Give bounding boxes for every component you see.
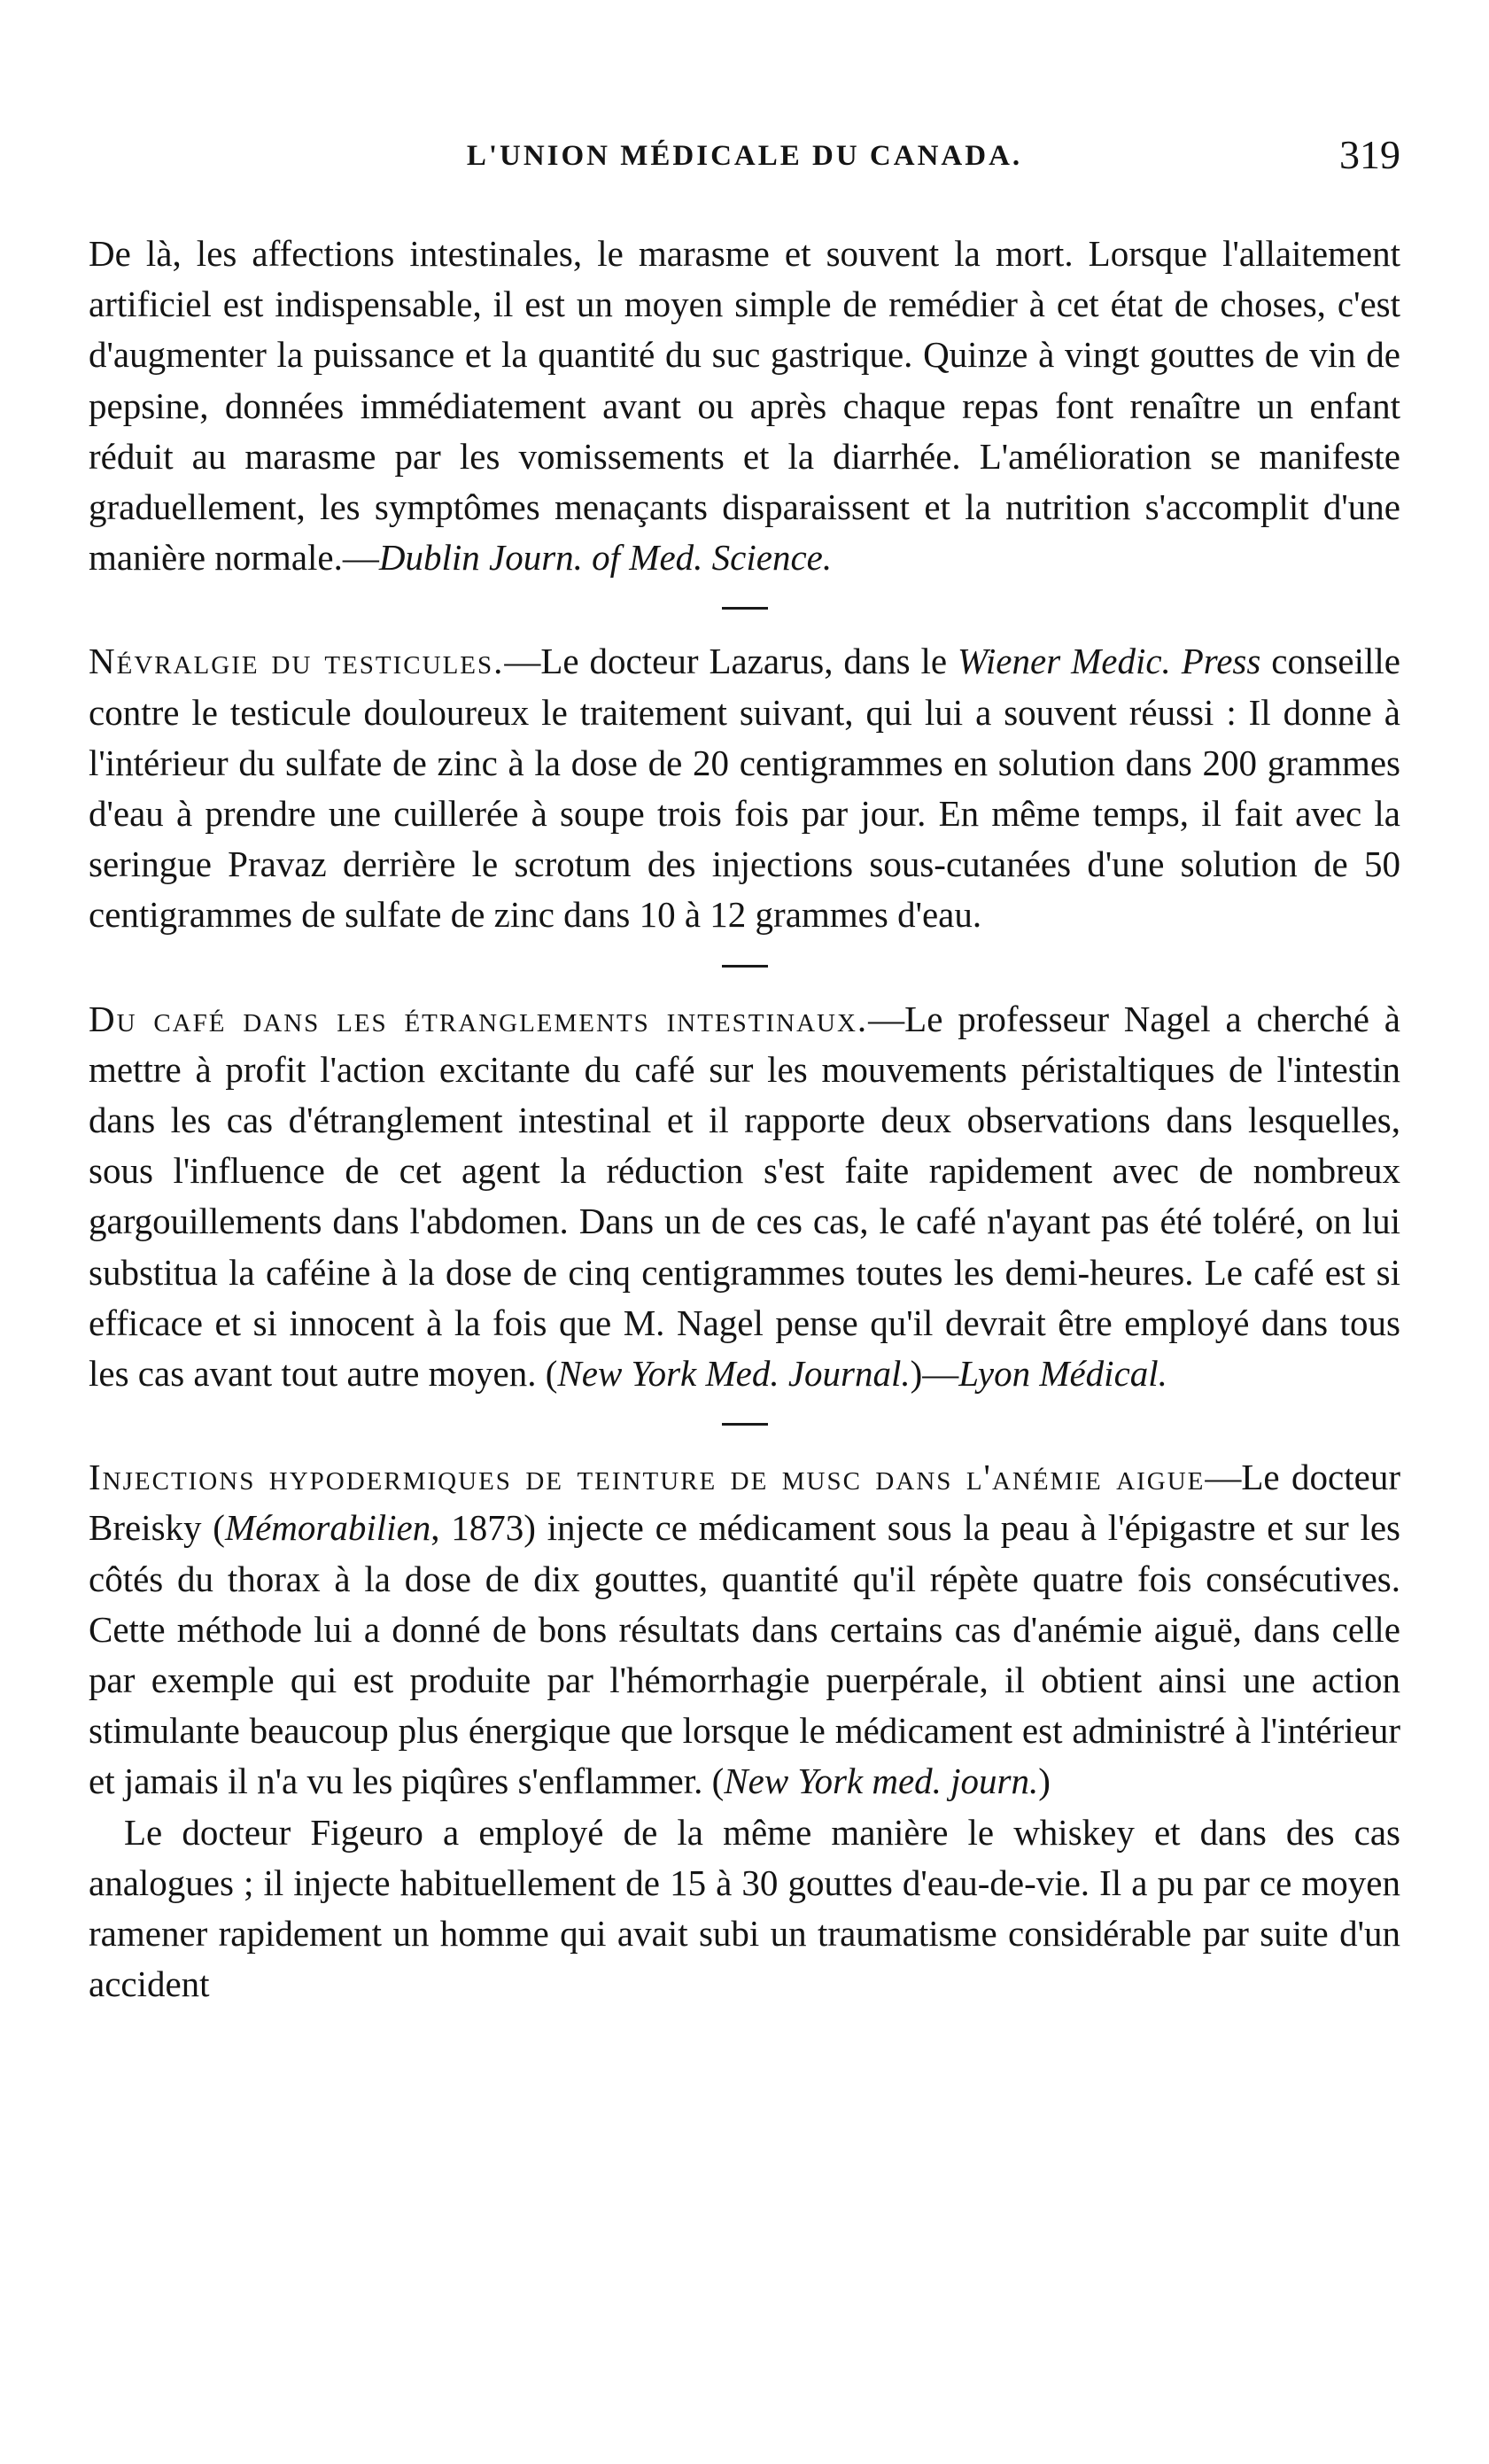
paragraph-text: conseille contre le testicule douloureux le traitement suivant, qui lui a souvent réussi : Il donne à l'intérieur du sulfate de zinc à la dose de 20 centigrammes en solution dans 200 grammes d'eau à prendre une cuillerée à soupe trois fois par jour. En même temps, il fait avec la seringue Pravaz derrière le scrotum des injections sous-cutanées d'une solution de 50 centigrammes de sulfate de zinc dans 10 à 12 grammes d'eau. — [89, 641, 1400, 936]
paragraph-marasme — [89, 229, 1400, 583]
paragraph-musc — [89, 1452, 1400, 1807]
paragraph-text: ) — [1038, 1761, 1051, 1802]
section-divider — [722, 1423, 768, 1426]
section-heading: Injections hypodermiques de teinture de musc dans l'anémie aigue — [89, 1457, 1206, 1498]
section-heading: Du café dans les étranglements intestinaux. — [89, 998, 869, 1039]
paragraph-text: , 1873) injecte ce médicament sous la peau à l'épigastre et sur les côtés du thorax à la dose de dix gouttes, quantité qu'il répète quatre fois consécutives. Cette méthode lui a donné de bons résultats dans certains cas d'anémie aiguë, dans celle par exemple qui est produite par l'hémorrhagie puerpérale, il obtient ainsi une action stimulante beaucoup plus énergique que lorsque le médicament est administré à l'intérieur et jamais il n'a vu les piqûres s'enflammer. ( — [89, 1507, 1400, 1802]
paragraph-cafe — [89, 994, 1400, 1400]
paragraph-text: )— — [910, 1353, 959, 1395]
paragraph-nevralgie — [89, 636, 1400, 940]
running-title: L'UNION MÉDICALE DU CANADA. — [466, 140, 1023, 172]
section-divider — [722, 965, 768, 968]
paragraph-text: —Le professeur Nagel a cherché à mettre à profit l'action excitante du café sur les mouvements péristaltiques de l'intestin dans les cas d'étranglement intestinal et il rapporte deux observations dans lesquelles, sous l'influence de cet agent la réduction s'est faite rapidement avec de nombreux gargouillements dans l'abdomen. Dans un de ces cas, le café n'ayant pas été toléré, on lui substitua la caféine à la dose de cinq centigrammes toutes les demi-heures. Le café est si efficace et si innocent à la fois que M. Nagel pense qu'il devrait être employé dans tous les cas avant tout autre moyen. ( — [89, 998, 1400, 1395]
paragraph-text: De là, les affections intestinales, le marasme et souvent la mort. Lorsque l'allaitement artificiel est indispensable, il est un moyen simple de remédier à cet état de choses, c'est d'augmenter la puissance et la quantité du suc gastrique. Quinze à vingt gouttes de vin de pepsine, données immédiatement avant ou après chaque repas font renaître un enfant réduit au marasme par les vomissements et la diarrhée. L'amélioration se manifeste graduellement, les symptômes menaçants disparaissent et la nutrition s'accomplit d'une manière normale.— — [89, 233, 1400, 579]
section-divider — [722, 607, 768, 610]
citation: Lyon Médical. — [958, 1353, 1167, 1395]
page-number: 319 — [1339, 132, 1400, 177]
citation: New York Med. Journal. — [557, 1353, 911, 1395]
page-header — [89, 131, 1400, 193]
paragraph-figeuro: Le docteur Figeuro a employé de la même manière le whiskey et dans des cas analogues ; il injecte habituellement de 15 à 30 gouttes d'eau-de-vie. Il a pu par ce moyen ramener rapidement un homme qui avait subi un traumatisme considérable par suite d'un accident — [89, 1811, 1400, 2005]
paragraph-text: —Le docteur Breisky ( — [89, 1457, 1400, 1549]
citation: Mémorabilien — [224, 1507, 431, 1549]
citation: New York med. journ. — [724, 1761, 1039, 1802]
citation: Wiener Medic. Press — [958, 641, 1261, 682]
paragraph-text: —Le docteur Lazarus, dans le — [504, 641, 958, 682]
article-body — [89, 229, 1400, 2010]
section-heading: Névralgie du testicules. — [89, 641, 505, 682]
citation: Dublin Journ. of Med. Science. — [378, 537, 833, 579]
